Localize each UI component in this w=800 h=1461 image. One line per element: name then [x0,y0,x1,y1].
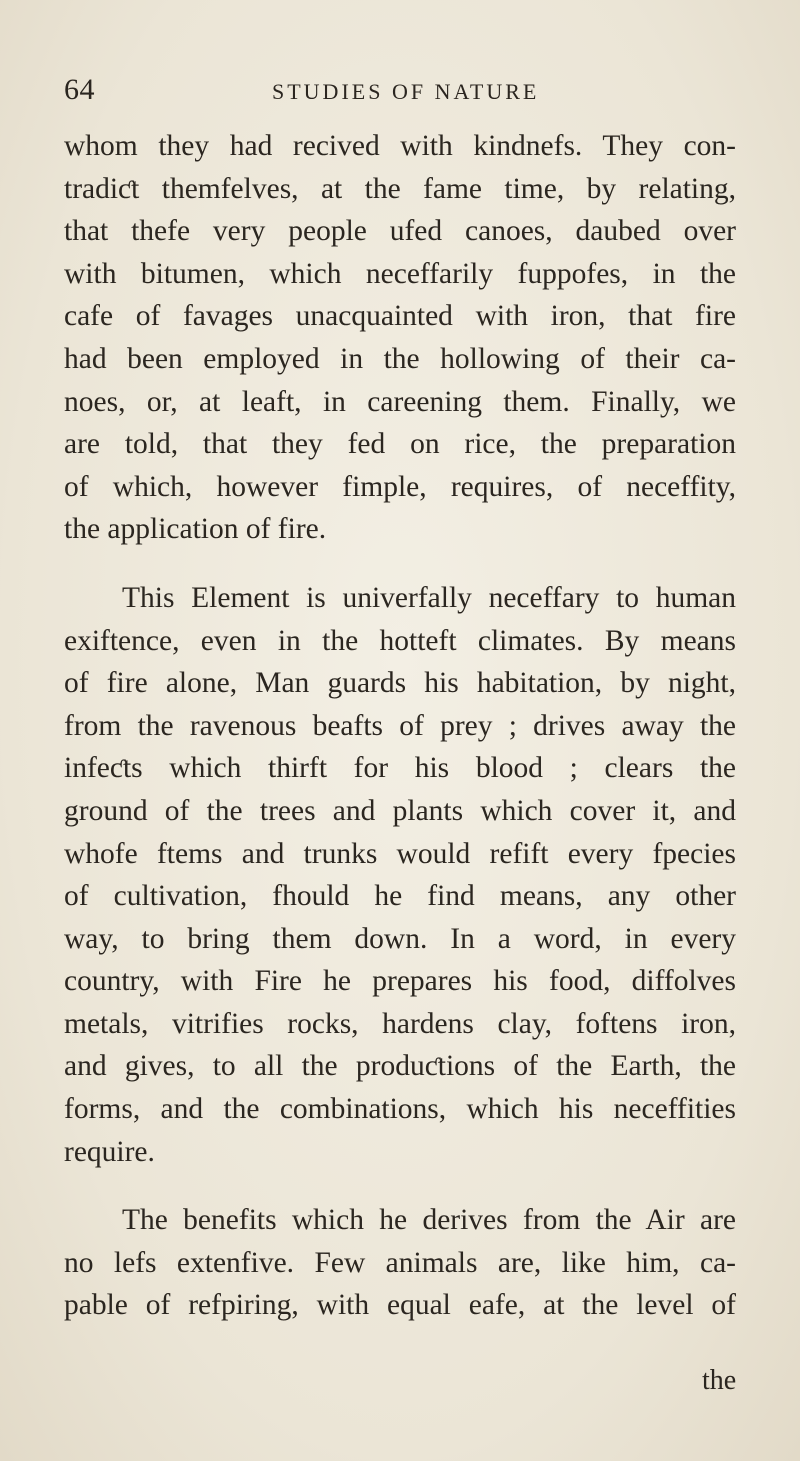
text-line: pable of refpiring, with equal eafe, at the level of [64,1289,736,1322]
paragraph-1 [64,125,736,551]
text-line: require. [64,1135,155,1168]
text-line: ground of the trees and plants which cover it, and [64,794,736,827]
text-line: that thefe very people ufed canoes, daubed over [64,215,736,248]
text-line: This Element is univerfally neceffary to human [122,581,736,614]
text-line: whofe ftems and trunks would refift every fpecies [64,837,736,870]
text-line: way, to bring them down. In a word, in every [64,922,736,955]
text-line: of which, however fimple, requires, of neceffity, [64,470,736,503]
text-line: forms, and the combinations, which his neceffities [64,1093,736,1126]
text-line: of cultivation, fhould he find means, any other [64,880,736,913]
body-text [64,125,736,1327]
text-line: and gives, to all the produƈtions of the Earth, the [64,1050,736,1083]
text-line: the application of fire. [64,513,327,546]
text-line: with bitumen, which neceffarily fuppofes, in the [64,257,736,290]
text-line: infeƈts which thirft for his blood ; clears the [64,752,736,785]
text-line: of fire alone, Man guards his habitation, by night, [64,667,736,700]
text-line: noes, or, at leaft, in careening them. Finally, we [64,385,736,418]
text-line: country, with Fire he prepares his food, diffolves [64,965,736,998]
text-line: no lefs extenfive. Few animals are, like him, ca- [64,1246,736,1279]
catchword: the [702,1365,737,1396]
running-head: STUDIES OF NATURE [272,79,540,104]
text-line: tradiƈt themfelves, at the fame time, by relating, [64,172,736,205]
text-line: The benefits which he derives from the Air are [122,1204,736,1237]
text-line: are told, that they fed on rice, the preparation [64,428,736,461]
text-line: exiftence, even in the hotteft climates. By means [64,624,736,657]
paragraph-3 [64,1199,736,1327]
text-line: cafe of favages unacquainted with iron, that fire [64,300,736,333]
text-line: metals, vitrifies rocks, hardens clay, foftens iron, [64,1007,736,1040]
paragraph-2 [64,577,736,1173]
text-line: whom they had recived with kindnefs. They con- [64,130,736,162]
text-line: from the ravenous beafts of prey ; drives away the [64,709,736,742]
page-number: 64 [64,73,95,106]
text-line: had been employed in the hollowing of their ca- [64,342,736,375]
page-header [60,72,740,112]
